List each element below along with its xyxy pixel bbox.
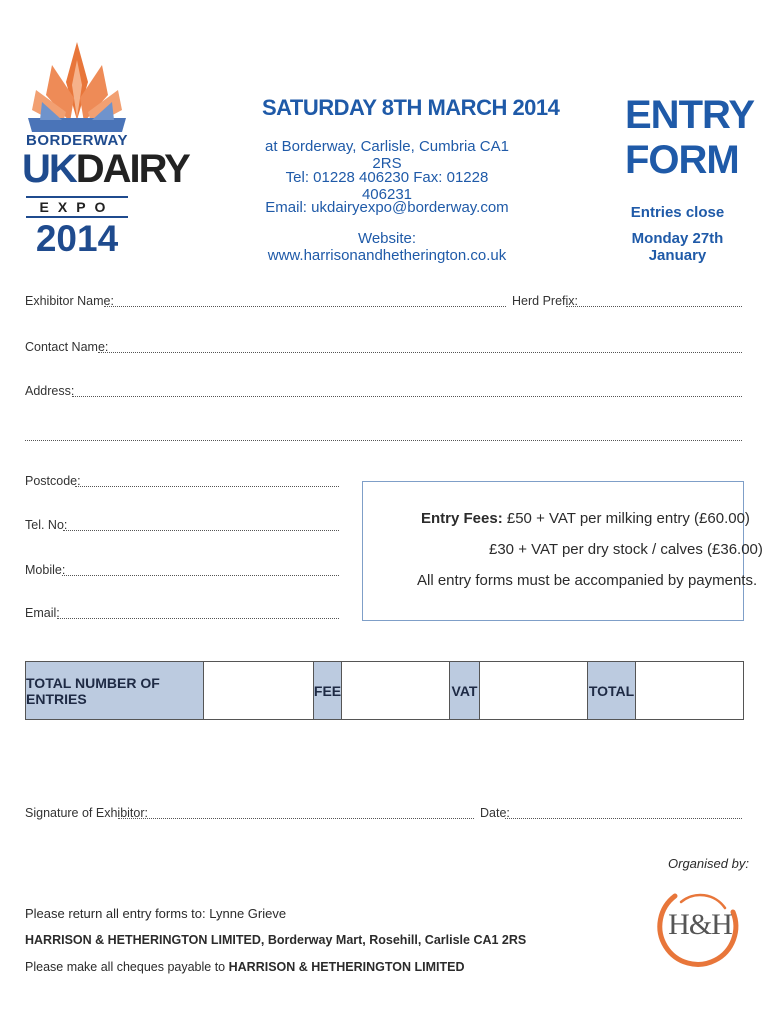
hh-logo-text: H&H: [668, 908, 732, 941]
herd-prefix-field[interactable]: [566, 306, 742, 307]
fee-input[interactable]: [342, 662, 450, 719]
exhibitor-name-field[interactable]: [104, 306, 506, 307]
logo-borderway: BORDERWAY: [25, 132, 129, 149]
date-field[interactable]: [505, 818, 742, 819]
entry-fees-label: Entry Fees:: [421, 510, 503, 527]
tel-label: Tel. No:: [25, 518, 68, 532]
total-input[interactable]: [636, 662, 743, 719]
venue-text: at Borderway, Carlisle, Cumbria CA1 2RS: [265, 138, 509, 172]
contact-name-label: Contact Name:: [25, 340, 109, 354]
entry-fees-line-1: [421, 510, 750, 527]
mobile-field[interactable]: [62, 575, 339, 576]
vat-input[interactable]: [480, 662, 588, 719]
organised-by-label: Organised by:: [668, 856, 749, 871]
phone-text: Tel: 01228 406230 Fax: 01228 406231: [285, 169, 489, 203]
hh-logo: [655, 882, 745, 972]
fee-header: FEE: [314, 662, 342, 719]
entry-fees-box: [362, 481, 763, 621]
form-title-form: FORM: [625, 138, 739, 182]
address-field-line-2[interactable]: [25, 440, 742, 441]
signature-label: Signature of Exhibitor:: [25, 806, 148, 820]
cheques-company: HARRISON & HETHERINGTON LIMITED: [228, 960, 465, 974]
borderway-uk-dairy-expo-logo: [22, 40, 189, 265]
entry-fees-milking: £50 + VAT per milking entry (£60.00): [502, 510, 750, 527]
address-label: Address:: [25, 384, 75, 398]
address-field-line-1[interactable]: [72, 396, 742, 397]
postcode-field[interactable]: [75, 486, 339, 487]
cheques-text: [25, 960, 465, 974]
tel-field[interactable]: [63, 530, 339, 531]
date-label: Date:: [480, 806, 510, 820]
logo-expo: EXPO: [26, 196, 128, 218]
entry-fees-line-3: All entry forms must be accompanied by payments.: [417, 572, 758, 589]
entry-fees-line-2: £30 + VAT per dry stock / calves (£36.00): [489, 541, 763, 558]
total-entries-header: TOTAL NUMBER OF ENTRIES: [26, 662, 204, 719]
postcode-label: Postcode:: [25, 474, 81, 488]
email-text: Email: ukdairyexpo@borderway.com: [265, 199, 509, 216]
herd-prefix-label: Herd Prefix:: [512, 294, 578, 308]
logo-uk-dairy: [22, 147, 189, 191]
logo-uk: UK: [22, 147, 76, 191]
email-label: Email:: [25, 606, 60, 620]
total-entries-input[interactable]: [204, 662, 314, 719]
company-address-text: HARRISON & HETHERINGTON LIMITED, Borderway Mart, Rosehill, Carlisle CA1 2RS: [25, 933, 527, 947]
event-date: SATURDAY 8TH MARCH 2014: [262, 95, 560, 120]
vat-header: VAT: [450, 662, 480, 719]
logo-year: 2014: [35, 218, 119, 259]
return-to-text: Please return all entry forms to: Lynne Grieve: [25, 906, 287, 921]
entries-close-date: Monday 27th January: [631, 230, 724, 264]
contact-name-field[interactable]: [98, 352, 742, 353]
form-title-entry: ENTRY: [625, 93, 755, 137]
website-text: Website: www.harrisonandhetherington.co.uk: [267, 230, 507, 264]
totals-table: [25, 661, 744, 720]
entries-close-label: Entries close: [630, 204, 725, 221]
cheques-prefix: Please make all cheques payable to: [25, 960, 229, 974]
logo-dairy: DAIRY: [75, 147, 189, 191]
email-field[interactable]: [57, 618, 339, 619]
exhibitor-name-label: Exhibitor Name:: [25, 294, 114, 308]
total-header: TOTAL: [588, 662, 636, 719]
mobile-label: Mobile:: [25, 563, 66, 577]
signature-field[interactable]: [118, 818, 474, 819]
flame-emblem-icon: [22, 40, 132, 135]
